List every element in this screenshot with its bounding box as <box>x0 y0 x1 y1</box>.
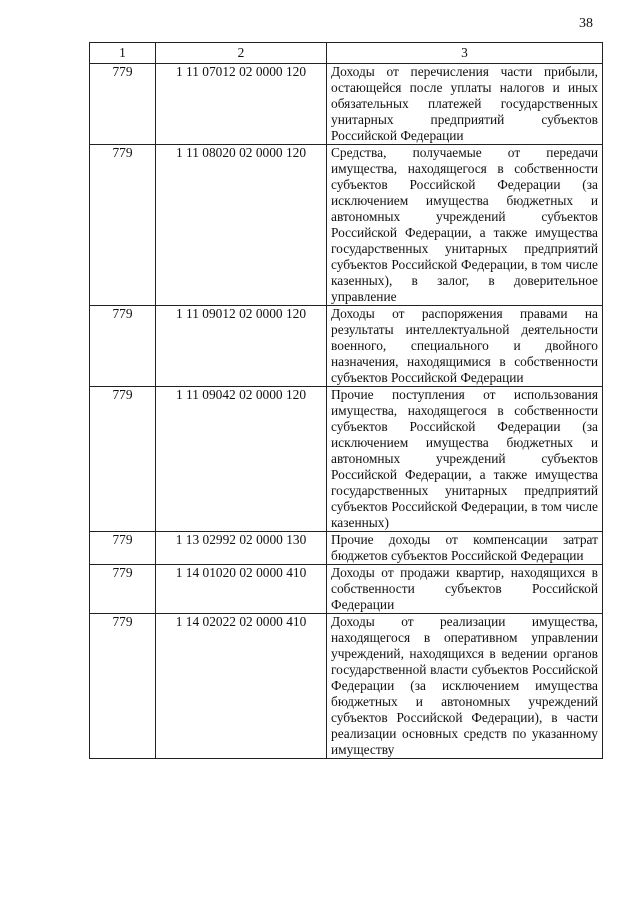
table-header-row <box>90 43 603 64</box>
revenue-name-cell: Доходы от реализации имущества, находящегося в оперативном управлении учреждений, находящихся в ведении органов государственной власти субъектов Российской Федерации (за исключением имущества бюджетных и автономных учреждений субъектов Российской Федерации), в части реализации основных средств по указанному имуществу <box>327 614 603 759</box>
admin-code-cell: 779 <box>90 306 156 387</box>
admin-code-cell: 779 <box>90 387 156 532</box>
revenue-name-cell: Доходы от распоряжения правами на результаты интеллектуальной деятельности военного, специального и двойного назначения, находящимися в собственности субъектов Российской Федерации <box>327 306 603 387</box>
budget-code-cell: 1 14 02022 02 0000 410 <box>156 614 327 759</box>
table-row <box>90 387 603 532</box>
admin-code-cell: 779 <box>90 64 156 145</box>
budget-revenue-table <box>89 42 603 759</box>
page-number: 38 <box>579 16 593 31</box>
table-row <box>90 565 603 614</box>
table-row <box>90 532 603 565</box>
column-header-1: 1 <box>90 43 156 64</box>
revenue-name-cell: Прочие доходы от компенсации затрат бюджетов субъектов Российской Федерации <box>327 532 603 565</box>
budget-code-cell: 1 11 09042 02 0000 120 <box>156 387 327 532</box>
revenue-name-cell: Доходы от продажи квартир, находящихся в собственности субъектов Российской Федерации <box>327 565 603 614</box>
column-header-2: 2 <box>156 43 327 64</box>
revenue-name-cell: Прочие поступления от использования имущества, находящегося в собственности субъектов Российской Федерации (за исключением имущества бюджетных и автономных учреждений субъектов Российской Федерации, а также имущества государственных унитарных предприятий субъектов Российской Федерации, в том числе казенных) <box>327 387 603 532</box>
column-header-3: 3 <box>327 43 603 64</box>
budget-code-cell: 1 14 01020 02 0000 410 <box>156 565 327 614</box>
budget-code-cell: 1 11 09012 02 0000 120 <box>156 306 327 387</box>
revenue-name-cell: Средства, получаемые от передачи имущества, находящегося в собственности субъектов Российской Федерации (за исключением имущества бюджетных и автономных учреждений субъектов Российской Федерации, а также имущества государственных унитарных предприятий субъектов Российской Федерации, в том числе казенных), в залог, в доверительное управление <box>327 145 603 306</box>
admin-code-cell: 779 <box>90 145 156 306</box>
revenue-name-cell: Доходы от перечисления части прибыли, остающейся после уплаты налогов и иных обязательных платежей государственных унитарных предприятий субъектов Российской Федерации <box>327 64 603 145</box>
admin-code-cell: 779 <box>90 565 156 614</box>
table-row <box>90 64 603 145</box>
budget-code-cell: 1 11 08020 02 0000 120 <box>156 145 327 306</box>
table-row <box>90 614 603 759</box>
admin-code-cell: 779 <box>90 614 156 759</box>
admin-code-cell: 779 <box>90 532 156 565</box>
table-row <box>90 306 603 387</box>
table-row <box>90 145 603 306</box>
budget-code-cell: 1 13 02992 02 0000 130 <box>156 532 327 565</box>
budget-code-cell: 1 11 07012 02 0000 120 <box>156 64 327 145</box>
